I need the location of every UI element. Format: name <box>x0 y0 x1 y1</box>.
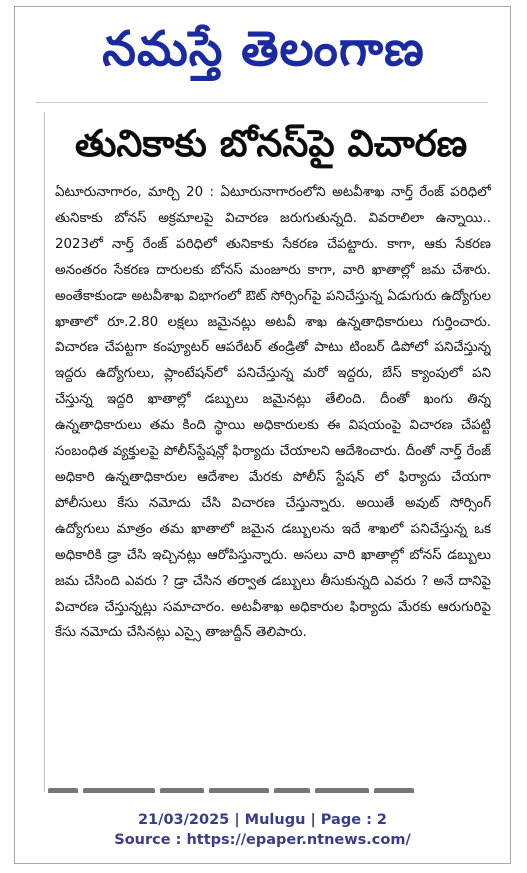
newspaper-masthead: నమస్తే తెలంగాణ <box>102 21 425 77</box>
masthead-divider <box>36 102 488 103</box>
article-headline: తునికాకు బోనస్‌పై విచారణ <box>74 122 468 165</box>
article-body-text: ఏటూరునాగారం, మార్చి 20 : ఏటూరునాగారంలోని అటవీశాఖ నార్త్ రేంజ్ పరిధిలో తునికాకు బోనస్ అక్రమాలపై విచారణ జరుగుతున్నది. వివరాలిలా ఉన్నాయి.. 2023లో నార్త్ రేంజ్ పరిధిలో తునికాకు సేకరణ చేపట్టారు. కాగా, ఆకు సేకరణ అనంతరం సేకరణ దారులకు బోనస్ మంజూరు కాగా, వారి ఖాతాల్లో జమ చేశారు. అంతేకాకుండా అటవీశాఖ విభాగంలో ఔట్ సోర్సింగ్‌పై పనిచేస్తున్న ఏడుగురు ఉద్యోగుల ఖాతాలో రూ.2.80 లక్షలు జమైనట్లు అటవీ శాఖ ఉన్నతాధికారులు గుర్తించారు. విచారణ చేపట్టగా కంప్యూటర్ ఆపరేటర్ తండ్రితో పాటు టింబర్ డిపోలో పనిచేస్తున్న ఇద్దరు ఉద్యోగులు, ప్లాంటేషన్‌లో పనిచేస్తున్న మరో ఇద్దరు, బేస్ క్యాంపులో పని చేస్తున్న ఇద్దరి ఖాతాల్లో డబ్బులు జమైనట్లు తేలింది. దీంతో ఖంగు తిన్న ఉన్నతాధికారులు తమ కింది స్థాయి అధికారులకు ఈ విషయంపై విచారణ చేపట్టి సంబంధిత వ్యక్తులపై పోలీస్‌స్టేషన్లో ఫిర్యాదు చేయాలని ఆదేశించారు. దీంతో నార్త్ రేంజ్ అధికారి ఉన్నతాధికారుల ఆదేశాల మేరకు పోలీస్ స్టేషన్ లో ఫిర్యాదు చేయగా పోలీసులు కేసు నమోదు చేసి విచారణ చేస్తున్నారు. అయితే అవుట్ సోర్సింగ్ ఉద్యోగులు మాత్రం తమ ఖాతాలో జమైన డబ్బులను ఇదే శాఖలో పనిచేస్తున్న ఒక అధికారికి డ్రా చేసి ఇచ్చినట్లు ఆరోపిస్తున్నారు. అసలు వారి ఖాతాల్లో బోనస్ డబ్బులు జమ చేసింది ఎవరు ? డ్రా చేసిన తర్వాత డబ్బులు తీసుకున్నది ఎవరు ? అనే దానిపై విచారణ చేస్తున్నట్లు సమాచారం. అటవీశాఖ అధికారుల ఫిర్యాదు మేరకు ఆరుగురిపై కేసు నమోదు చేసినట్లు ఎస్సై తాజుద్దీన్ తెలిపారు. <box>55 185 491 641</box>
column-divider <box>44 112 45 792</box>
source-link[interactable]: Source : https://epaper.ntnews.com/ <box>114 832 411 848</box>
cut-off-next-article <box>48 781 468 793</box>
edition-info: 21/03/2025 | Mulugu | Page : 2 <box>137 812 388 828</box>
article-body <box>55 180 491 792</box>
